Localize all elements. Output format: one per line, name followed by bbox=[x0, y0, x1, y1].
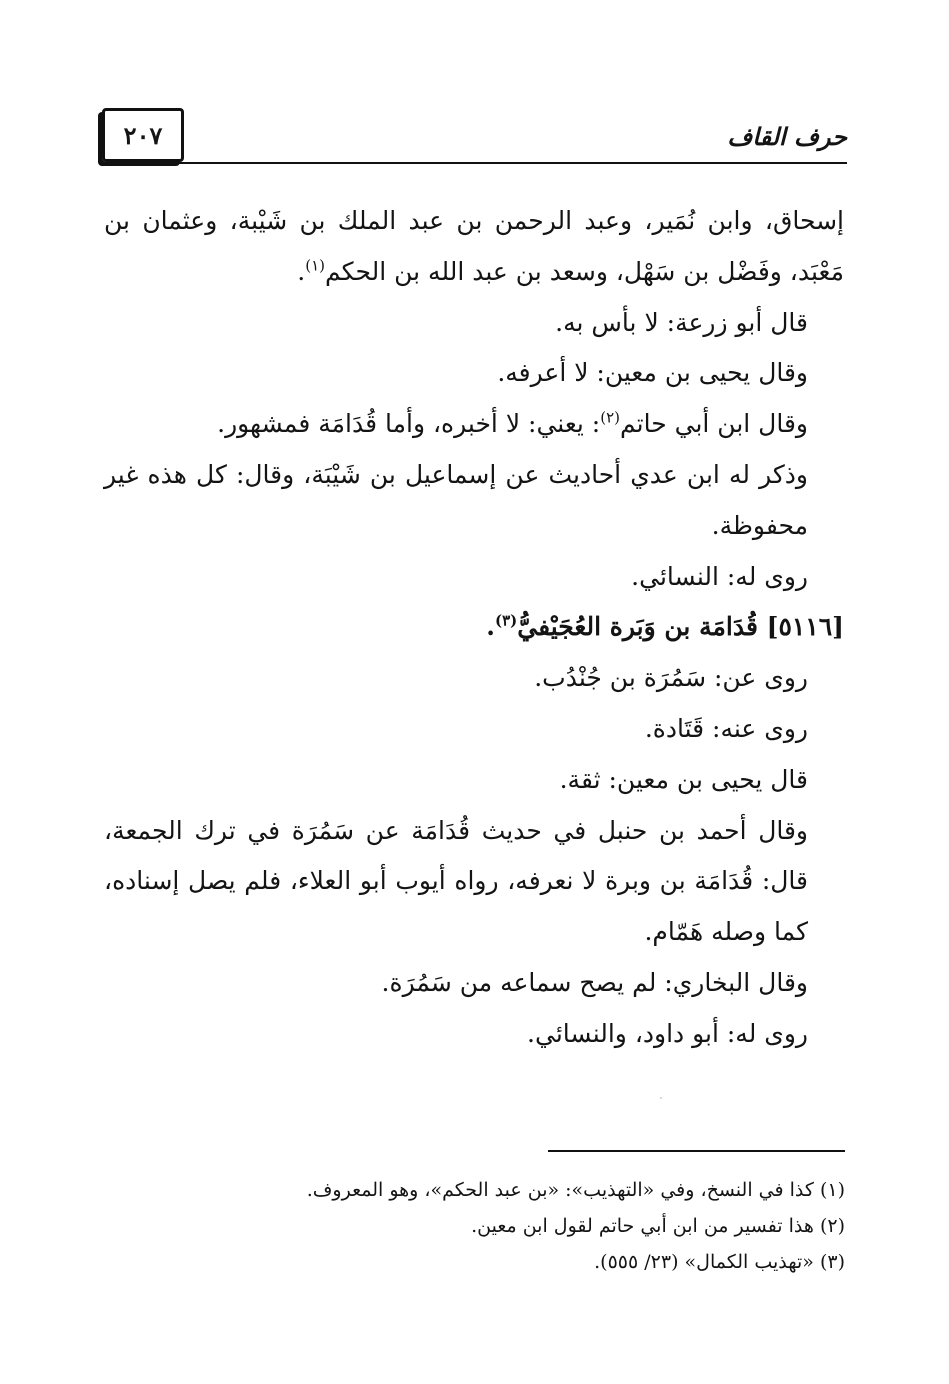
paragraph-ibn-adi: وذكر له ابن عدي أحاديث عن إسماعيل بن شَيْبَة، وقال: كل هذه غير محفوظة. bbox=[104, 459, 808, 540]
paragraph-ibn-main: وقال يحيى بن معين: لا أعرفه. bbox=[497, 358, 808, 388]
punctuation: . bbox=[297, 256, 306, 286]
paragraph-text: وقال ابن أبي حاتم bbox=[620, 409, 808, 439]
header-rule bbox=[102, 162, 847, 164]
paragraph-rawa-an: روى عن: سَمُرَة بن جُنْدُب. bbox=[534, 663, 808, 693]
paragraph-text: إسحاق، وابن نُمَير، وعبد الرحمن بن عبد الملك بن شَيْبة، وعثمان بن مَعْبَد، وفَضْل بن سَهْل، وسعد بن عبد الله بن الحكم bbox=[104, 206, 844, 286]
footnote-2: (٢) هذا تفسير من ابن أبي حاتم لقول ابن معين. bbox=[471, 1215, 845, 1237]
page-number: ٢٠٧ bbox=[102, 108, 184, 162]
paragraph-ahmad: وقال أحمد بن حنبل في حديث قُدَامَة عن سَمُرَة في ترك الجمعة، قال: قُدَامَة بن وبرة لا نعرفه، رواه أيوب أبو العلاء، فلم يصل إسناده، كما وصله هَمّام. bbox=[104, 815, 808, 947]
footnote-rule bbox=[548, 1150, 845, 1152]
paragraph-rawa-lahu: روى له: النسائي. bbox=[631, 561, 808, 591]
running-head: حرف القاف bbox=[727, 122, 847, 151]
paragraph-bukhari: وقال البخاري: لم يصح سماعه من سَمُرَة. bbox=[381, 967, 808, 997]
main-text bbox=[104, 196, 844, 1060]
footnote-marker: (٢) bbox=[600, 408, 620, 427]
entry-heading bbox=[104, 602, 844, 653]
punctuation: . bbox=[486, 612, 495, 642]
paragraph-text: : يعني: لا أخبره، وأما قُدَامَة فمشهور. bbox=[217, 409, 601, 439]
footnote-1: (١) كذا في النسخ، وفي «التهذيب»: «بن عبد الحكم»، وهو المعروف. bbox=[306, 1179, 845, 1201]
entry-title: [٥١١٦] قُدَامَة بن وَبَرة العُجَيْفيُّ bbox=[517, 612, 844, 642]
footnote-marker: (١) bbox=[305, 256, 326, 275]
paragraph-rawa-lahu-2: روى له: أبو داود، والنسائي. bbox=[527, 1018, 808, 1048]
paragraph-rawa-anhu: روى عنه: قَتَادة. bbox=[644, 713, 808, 743]
footnote-marker: (٣) bbox=[494, 612, 518, 631]
page-header bbox=[102, 100, 847, 170]
footnote-3: (٣) «تهذيب الكمال» (٢٣/ ٥٥٥). bbox=[594, 1251, 845, 1273]
footnotes bbox=[200, 1172, 845, 1280]
paragraph-thiqa: قال يحيى بن معين: ثقة. bbox=[559, 764, 808, 794]
paragraph-abu-zura: قال أبو زرعة: لا بأس به. bbox=[555, 307, 808, 337]
paragraph-narrators bbox=[104, 196, 844, 298]
paragraph-ibn-abi-hatim bbox=[104, 399, 844, 450]
paper-speck bbox=[660, 1097, 662, 1099]
